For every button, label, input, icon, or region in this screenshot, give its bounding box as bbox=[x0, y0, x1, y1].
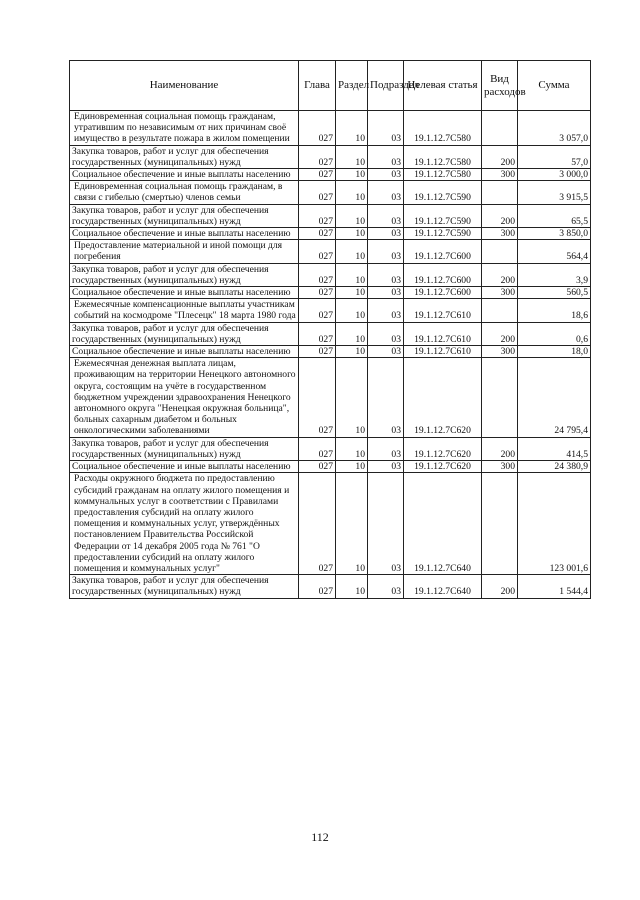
row-subsection: 03 bbox=[368, 204, 404, 227]
row-chapter: 027 bbox=[299, 111, 336, 146]
row-subsection: 03 bbox=[368, 111, 404, 146]
row-name: Социальное обеспечение и иные выплаты населению bbox=[70, 461, 299, 473]
header-section: Раздел bbox=[336, 61, 368, 111]
row-target: 19.1.12.7С590 bbox=[404, 204, 482, 227]
row-name: Единовременная социальная помощь гражданам, в связи с гибелью (смертью) членов семьи bbox=[70, 181, 299, 204]
row-target: 19.1.12.7С600 bbox=[404, 263, 482, 286]
row-chapter: 027 bbox=[299, 437, 336, 460]
table-header-row bbox=[70, 61, 591, 111]
row-kind: 300 bbox=[482, 287, 518, 299]
row-subsection: 03 bbox=[368, 145, 404, 168]
row-section: 10 bbox=[336, 346, 368, 358]
table-body bbox=[70, 111, 591, 599]
row-section: 10 bbox=[336, 322, 368, 345]
row-sum: 57,0 bbox=[518, 145, 591, 168]
row-kind bbox=[482, 299, 518, 322]
row-target: 19.1.12.7С620 bbox=[404, 461, 482, 473]
row-sum: 65,5 bbox=[518, 204, 591, 227]
table-row bbox=[70, 240, 591, 263]
row-name: Социальное обеспечение и иные выплаты населению bbox=[70, 169, 299, 181]
row-kind: 200 bbox=[482, 263, 518, 286]
table-row bbox=[70, 461, 591, 473]
row-kind: 300 bbox=[482, 169, 518, 181]
row-chapter: 027 bbox=[299, 263, 336, 286]
header-target: Целевая статья bbox=[404, 61, 482, 111]
row-sum: 123 001,6 bbox=[518, 473, 591, 575]
row-subsection: 03 bbox=[368, 346, 404, 358]
row-name: Закупка товаров, работ и услуг для обеспечения государственных (муниципальных) нужд bbox=[70, 322, 299, 345]
row-target: 19.1.12.7С580 bbox=[404, 169, 482, 181]
row-name: Ежемесячные компенсационные выплаты участникам событий на космодроме "Плесецк" 18 марта 1980 года bbox=[70, 299, 299, 322]
row-target: 19.1.12.7С640 bbox=[404, 473, 482, 575]
row-subsection: 03 bbox=[368, 437, 404, 460]
table-row bbox=[70, 145, 591, 168]
table-row bbox=[70, 263, 591, 286]
row-sum: 24 795,4 bbox=[518, 358, 591, 437]
table-row bbox=[70, 287, 591, 299]
table-row bbox=[70, 358, 591, 437]
row-sum: 414,5 bbox=[518, 437, 591, 460]
row-subsection: 03 bbox=[368, 181, 404, 204]
row-sum: 0,6 bbox=[518, 322, 591, 345]
row-target: 19.1.12.7С580 bbox=[404, 145, 482, 168]
row-kind: 200 bbox=[482, 437, 518, 460]
table-row bbox=[70, 299, 591, 322]
row-name: Закупка товаров, работ и услуг для обеспечения государственных (муниципальных) нужд bbox=[70, 437, 299, 460]
table-row bbox=[70, 111, 591, 146]
row-subsection: 03 bbox=[368, 322, 404, 345]
row-target: 19.1.12.7С640 bbox=[404, 575, 482, 598]
header-name: Наименование bbox=[70, 61, 299, 111]
row-chapter: 027 bbox=[299, 473, 336, 575]
row-section: 10 bbox=[336, 287, 368, 299]
row-subsection: 03 bbox=[368, 575, 404, 598]
row-section: 10 bbox=[336, 181, 368, 204]
row-section: 10 bbox=[336, 228, 368, 240]
row-subsection: 03 bbox=[368, 287, 404, 299]
row-name: Социальное обеспечение и иные выплаты населению bbox=[70, 346, 299, 358]
table-row bbox=[70, 575, 591, 598]
row-name: Закупка товаров, работ и услуг для обеспечения государственных (муниципальных) нужд bbox=[70, 263, 299, 286]
row-target: 19.1.12.7С620 bbox=[404, 358, 482, 437]
table-row bbox=[70, 473, 591, 575]
row-section: 10 bbox=[336, 240, 368, 263]
row-name: Ежемесячная денежная выплата лицам, проживающим на территории Ненецкого автономного округа, состоящим на учёте в государственном бюджетном учреждении здравоохранения Ненецкого автономного округа "Ненецкая окружная больница", больных сахарным диабетом и больных онкологическими заболеваниями bbox=[70, 358, 299, 437]
row-section: 10 bbox=[336, 263, 368, 286]
row-chapter: 027 bbox=[299, 346, 336, 358]
row-chapter: 027 bbox=[299, 204, 336, 227]
row-section: 10 bbox=[336, 437, 368, 460]
header-sum: Сумма bbox=[518, 61, 591, 111]
row-kind bbox=[482, 181, 518, 204]
row-subsection: 03 bbox=[368, 169, 404, 181]
row-section: 10 bbox=[336, 111, 368, 146]
row-section: 10 bbox=[336, 473, 368, 575]
row-name: Закупка товаров, работ и услуг для обеспечения государственных (муниципальных) нужд bbox=[70, 145, 299, 168]
row-kind bbox=[482, 358, 518, 437]
row-target: 19.1.12.7С590 bbox=[404, 228, 482, 240]
row-kind: 300 bbox=[482, 346, 518, 358]
row-subsection: 03 bbox=[368, 263, 404, 286]
row-sum: 3 000,0 bbox=[518, 169, 591, 181]
row-name: Предоставление материальной и иной помощи для погребения bbox=[70, 240, 299, 263]
row-sum: 18,0 bbox=[518, 346, 591, 358]
row-section: 10 bbox=[336, 145, 368, 168]
table-row bbox=[70, 346, 591, 358]
row-section: 10 bbox=[336, 358, 368, 437]
table-row bbox=[70, 169, 591, 181]
row-name: Закупка товаров, работ и услуг для обеспечения государственных (муниципальных) нужд bbox=[70, 204, 299, 227]
row-chapter: 027 bbox=[299, 299, 336, 322]
table-row bbox=[70, 181, 591, 204]
row-kind: 200 bbox=[482, 322, 518, 345]
row-kind bbox=[482, 473, 518, 575]
row-subsection: 03 bbox=[368, 358, 404, 437]
row-target: 19.1.12.7С580 bbox=[404, 111, 482, 146]
row-target: 19.1.12.7С610 bbox=[404, 322, 482, 345]
row-target: 19.1.12.7С610 bbox=[404, 299, 482, 322]
row-chapter: 027 bbox=[299, 240, 336, 263]
row-chapter: 027 bbox=[299, 461, 336, 473]
row-section: 10 bbox=[336, 169, 368, 181]
row-name: Расходы окружного бюджета по предоставлению субсидий гражданам на оплату жилого помещения и коммунальных услуг в соответствии с Правилами предоставления субсидий на оплату жилого помещения и коммунальных услуг, утверждённых постановлением Правительства Российской Федерации от 14 декабря 2005 года № 761 "О предоставлении субсидий на оплату жилого помещения и коммунальных услуг" bbox=[70, 473, 299, 575]
row-section: 10 bbox=[336, 204, 368, 227]
row-sum: 3 057,0 bbox=[518, 111, 591, 146]
page-number: 112 bbox=[311, 830, 329, 844]
table-row bbox=[70, 322, 591, 345]
row-kind: 200 bbox=[482, 145, 518, 168]
row-subsection: 03 bbox=[368, 473, 404, 575]
row-kind: 200 bbox=[482, 204, 518, 227]
row-kind: 300 bbox=[482, 461, 518, 473]
row-sum: 3 850,0 bbox=[518, 228, 591, 240]
row-chapter: 027 bbox=[299, 145, 336, 168]
row-chapter: 027 bbox=[299, 358, 336, 437]
row-sum: 564,4 bbox=[518, 240, 591, 263]
row-name: Единовременная социальная помощь гражданам, утратившим по независимым от них причинам своё имущество в результате пожара в жилом помещении bbox=[70, 111, 299, 146]
table-row bbox=[70, 228, 591, 240]
row-kind: 300 bbox=[482, 228, 518, 240]
table-row bbox=[70, 204, 591, 227]
row-kind: 200 bbox=[482, 575, 518, 598]
row-sum: 18,6 bbox=[518, 299, 591, 322]
header-kind: Вид расходов bbox=[482, 61, 518, 111]
row-name: Социальное обеспечение и иные выплаты населению bbox=[70, 228, 299, 240]
row-chapter: 027 bbox=[299, 322, 336, 345]
budget-table bbox=[69, 60, 591, 599]
row-name: Социальное обеспечение и иные выплаты населению bbox=[70, 287, 299, 299]
row-chapter: 027 bbox=[299, 181, 336, 204]
row-chapter: 027 bbox=[299, 287, 336, 299]
row-section: 10 bbox=[336, 575, 368, 598]
row-kind bbox=[482, 240, 518, 263]
header-subsection: Подраздел bbox=[368, 61, 404, 111]
row-target: 19.1.12.7С610 bbox=[404, 346, 482, 358]
row-chapter: 027 bbox=[299, 228, 336, 240]
row-sum: 3,9 bbox=[518, 263, 591, 286]
row-sum: 1 544,4 bbox=[518, 575, 591, 598]
row-subsection: 03 bbox=[368, 461, 404, 473]
row-chapter: 027 bbox=[299, 575, 336, 598]
row-target: 19.1.12.7С620 bbox=[404, 437, 482, 460]
row-subsection: 03 bbox=[368, 228, 404, 240]
row-subsection: 03 bbox=[368, 240, 404, 263]
row-target: 19.1.12.7С590 bbox=[404, 181, 482, 204]
table-row bbox=[70, 437, 591, 460]
row-target: 19.1.12.7С600 bbox=[404, 287, 482, 299]
row-sum: 24 380,9 bbox=[518, 461, 591, 473]
row-section: 10 bbox=[336, 299, 368, 322]
row-chapter: 027 bbox=[299, 169, 336, 181]
header-chapter: Глава bbox=[299, 61, 336, 111]
row-name: Закупка товаров, работ и услуг для обеспечения государственных (муниципальных) нужд bbox=[70, 575, 299, 598]
row-target: 19.1.12.7С600 bbox=[404, 240, 482, 263]
row-section: 10 bbox=[336, 461, 368, 473]
row-subsection: 03 bbox=[368, 299, 404, 322]
row-sum: 3 915,5 bbox=[518, 181, 591, 204]
row-kind bbox=[482, 111, 518, 146]
row-sum: 560,5 bbox=[518, 287, 591, 299]
